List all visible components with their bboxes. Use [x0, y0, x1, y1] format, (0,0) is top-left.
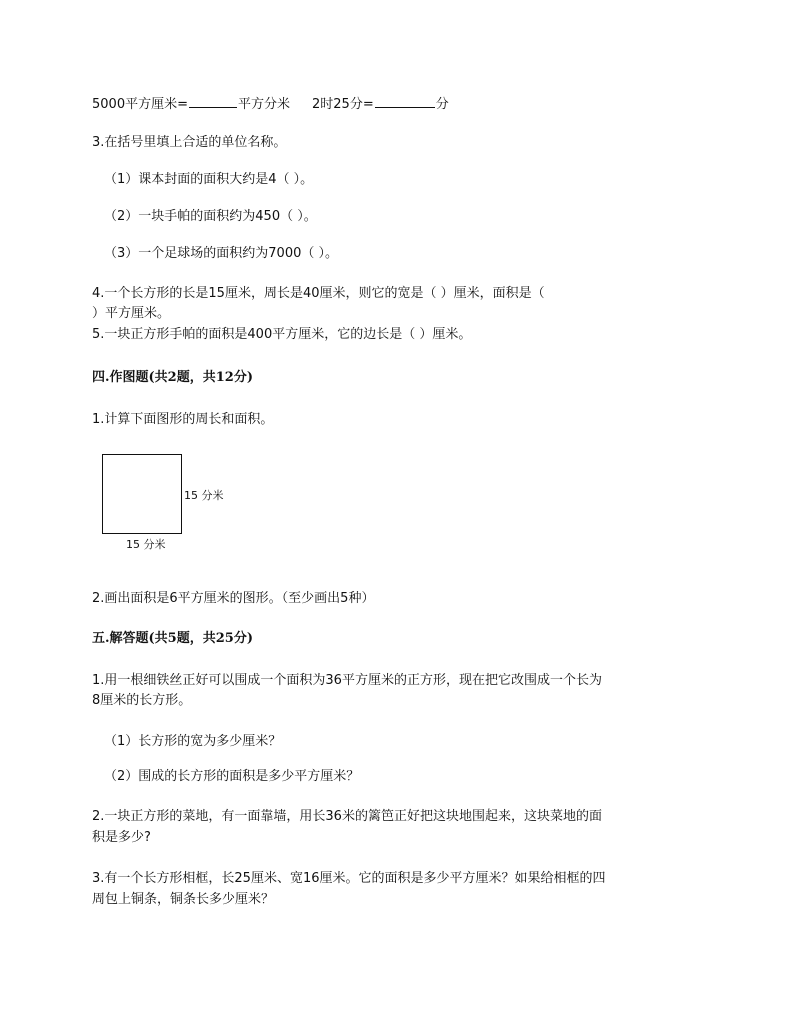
square-side-label-right: 15 分米 — [184, 489, 224, 502]
q3-title: 3.在括号里填上合适的单位名称。 — [92, 135, 287, 150]
q3-item-3: （3）一个足球场的面积约为7000（ ）。 — [104, 246, 338, 261]
section-4-q2: 2.画出面积是6平方厘米的图形。（至少画出5种） — [92, 591, 375, 606]
conversion-a-left: 5000平方厘米= — [92, 97, 188, 112]
section-4-q1: 1.计算下面图形的周长和面积。 — [92, 412, 274, 427]
conversion-a-right: 平方分米 — [237, 97, 290, 112]
q4-line-2: ）平方厘米。 — [92, 306, 171, 321]
square-figure — [102, 454, 182, 534]
section-5-q2-line-2: 积是多少? — [92, 830, 151, 845]
q4-line-1: 4.一个长方形的长是15厘米，周长是40厘米，则它的宽是（ ）厘米，面积是（ — [92, 286, 545, 301]
q3-item-1: （1）课本封面的面积大约是4（ ）。 — [104, 172, 314, 187]
section-5-q3-line-2: 周包上铜条，铜条长多少厘米？ — [92, 892, 275, 907]
section-5-q1-line-2: 8厘米的长方形。 — [92, 693, 192, 708]
section-5-q1-item-1: （1）长方形的宽为多少厘米？ — [104, 734, 282, 749]
section-4-heading: 四.作图题(共2题，共12分) — [92, 370, 253, 385]
q5-text: 5.一块正方形手帕的面积是400平方厘米，它的边长是（ ）厘米。 — [92, 327, 472, 342]
conversion-b-right: 分 — [435, 97, 449, 112]
answer-blank-b[interactable] — [375, 95, 435, 108]
conversion-b-left: 2时25分= — [312, 97, 374, 112]
section-5-q1-item-2: （2）围成的长方形的面积是多少平方厘米？ — [104, 769, 360, 784]
answer-blank-a[interactable] — [189, 95, 237, 108]
section-5-q3-line-1: 3.有一个长方形相框，长25厘米、宽16厘米。它的面积是多少平方厘米？如果给相框的四 — [92, 871, 606, 886]
q3-item-2: （2）一块手帕的面积约为450（ ）。 — [104, 209, 317, 224]
section-5-q2-line-1: 2.一块正方形的菜地，有一面靠墙，用长36米的篱笆正好把这块地围起来，这块菜地的面 — [92, 809, 602, 824]
section-5-q1-line-1: 1.用一根细铁丝正好可以围成一个面积为36平方厘米的正方形，现在把它改围成一个长为 — [92, 673, 602, 688]
section-5-heading: 五.解答题(共5题，共25分) — [92, 631, 253, 646]
square-side-label-bottom: 15 分米 — [126, 538, 166, 551]
conversion-line — [92, 95, 449, 113]
